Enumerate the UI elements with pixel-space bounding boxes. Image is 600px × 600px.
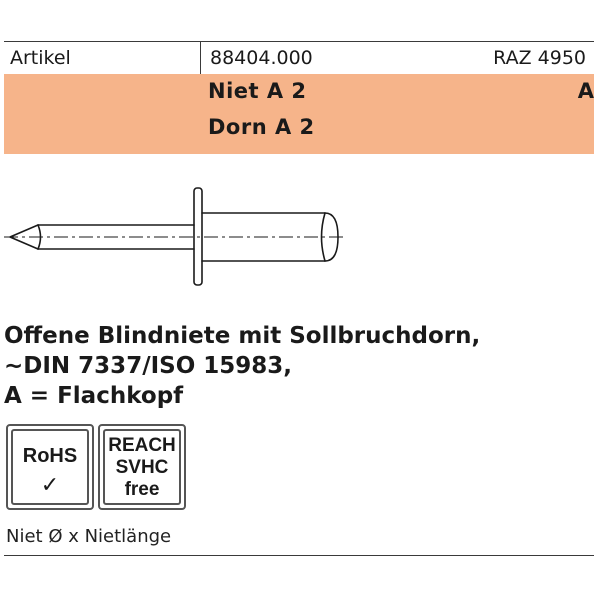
article-header-row	[4, 41, 594, 76]
article-number: 88404.000	[210, 47, 313, 69]
blind-rivet-drawing	[0, 180, 350, 290]
article-label: Artikel	[10, 47, 71, 69]
title-line-1: Offene Blindniete mit Sollbruchdorn,	[4, 323, 481, 349]
product-title	[4, 321, 480, 411]
rohs-badge	[6, 424, 94, 510]
header-divider	[200, 42, 201, 75]
standard-code: RAZ 4950	[493, 47, 586, 69]
title-line-3: A = Flachkopf	[4, 383, 184, 409]
checkmark-icon: ✓	[40, 473, 60, 498]
rohs-label: RoHS	[22, 445, 78, 467]
footer-divider	[4, 555, 594, 556]
mandrel-material: Dorn A 2	[208, 115, 315, 139]
reach-badge	[98, 424, 186, 510]
dimension-label: Niet Ø x Nietlänge	[6, 526, 172, 547]
title-line-2: ~DIN 7337/ISO 15983,	[4, 353, 293, 379]
rivet-material: Niet A 2	[208, 79, 307, 103]
material-code: A	[577, 79, 594, 103]
reach-label: REACH SVHC free	[108, 435, 176, 500]
material-band	[4, 74, 594, 154]
